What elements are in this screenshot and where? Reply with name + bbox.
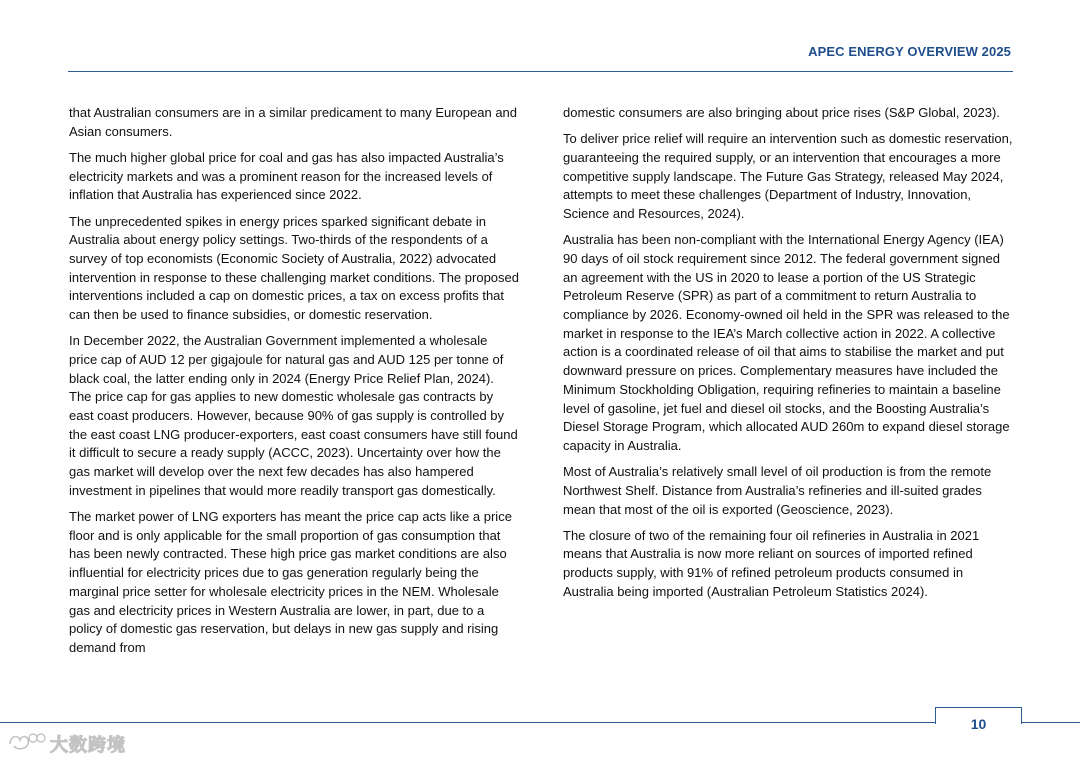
watermark [6, 730, 126, 758]
paragraph: Most of Australia’s relatively small level of oil production is from the remote Northwest Shelf. Distance from Australia’s refineries and ill-suited grades mean that most of the oil is exported (Geoscience, 2023). [563, 464, 992, 517]
paragraph: In December 2022, the Australian Government implemented a wholesale price cap of AUD 12 per gigajoule for natural gas and AUD 125 per tonne of black coal, the latter ending only in 2024 (Energy Price Relief Plan, 2024). The price cap for gas applies to new domestic wholesale gas contracts by east coast producers. However, because 90% of gas supply is controlled by the east coast LNG producer-exporters, east coast consumers have still found it difficult to secure a ready supply (ACCC, 2023). Uncertainty over how the gas market will develop over the next few decades has also hampered investment in pipelines that would more readily transport gas domestically. [69, 333, 518, 498]
footer-divider-right [1021, 722, 1080, 723]
page-number: 10 [970, 716, 987, 732]
paragraph: The unprecedented spikes in energy prices sparked significant debate in Australia about energy policy settings. Two-thirds of the respondents of a survey of top economists (Economic Society of Australia, 2022) advocated intervention in response to these challenging market conditions. The proposed interventions included a cap on domestic prices, a tax on excess profits that can then be used to finance subsidies, or domestic reservation. [69, 213, 519, 323]
footer-divider-left [0, 722, 936, 723]
right-column [563, 104, 1013, 609]
paragraph: domestic consumers are also bringing about price rises (S&P Global, 2023). [563, 105, 1000, 120]
paragraph: The closure of two of the remaining four oil refineries in Australia in 2021 means that Australia is now more reliant on sources of imported refined products supply, with 91% of refined petroleum products consumed in Australia being imported (Australian Petroleum Statistics 2024). [563, 527, 980, 599]
document-title: APEC ENERGY OVERVIEW 2025 [808, 44, 1011, 59]
paragraph: To deliver price relief will require an intervention such as domestic reservation, guaranteeing the required supply, or an intervention that encourages a more competitive supply landscape. The Future Gas Strategy, released May 2024, attempts to meet these challenges (Department of Industry, Innovation, Science and Resources, 2024). [563, 131, 1013, 222]
brand-logo-icon [6, 730, 46, 759]
header-divider [68, 71, 1013, 72]
watermark-text: 大数跨境 [50, 735, 126, 755]
paragraph: The market power of LNG exporters has meant the price cap acts like a price floor and is only applicable for the small proportion of gas consumption that has been newly contracted. These high price gas market conditions are also influential for electricity prices due to gas generation regularly being the marginal price setter for wholesale electricity prices in the NEM. Wholesale gas and electricity prices in Western Australia are lower, in part, due to a policy of domestic gas reservation, but delays in new gas supply and rising demand from [69, 509, 512, 655]
left-column [69, 104, 519, 665]
paragraph: that Australian consumers are in a similar predicament to many European and Asian consumers. [69, 105, 518, 139]
paragraph: Australia has been non-compliant with the International Energy Agency (IEA) 90 days of oil stock requirement since 2012. The federal government signed an agreement with the US in 2020 to lease a portion of the US Strategic Petroleum Reserve (SPR) as part of a commitment to return Australia to compliance by 2026. Economy-owned oil held in the SPR was released to the market in response to the IEA’s March collective action in 2022. A collective action is a coordinated release of oil that aims to stabilise the market and put downward pressure on prices. Complementary measures have included the Minimum Stockholding Obligation, requiring refineries to maintain a baseline level of gasoline, jet fuel and diesel oil stocks, and the Boosting Australia’s Diesel Storage Program, which allocated AUD 260m to expand diesel storage capacity in Australia. [563, 232, 1010, 453]
paragraph: The much higher global price for coal and gas has also impacted Australia’s electricity markets and was a prominent reason for the increased levels of inflation that Australia has experienced since 2022. [69, 149, 504, 203]
